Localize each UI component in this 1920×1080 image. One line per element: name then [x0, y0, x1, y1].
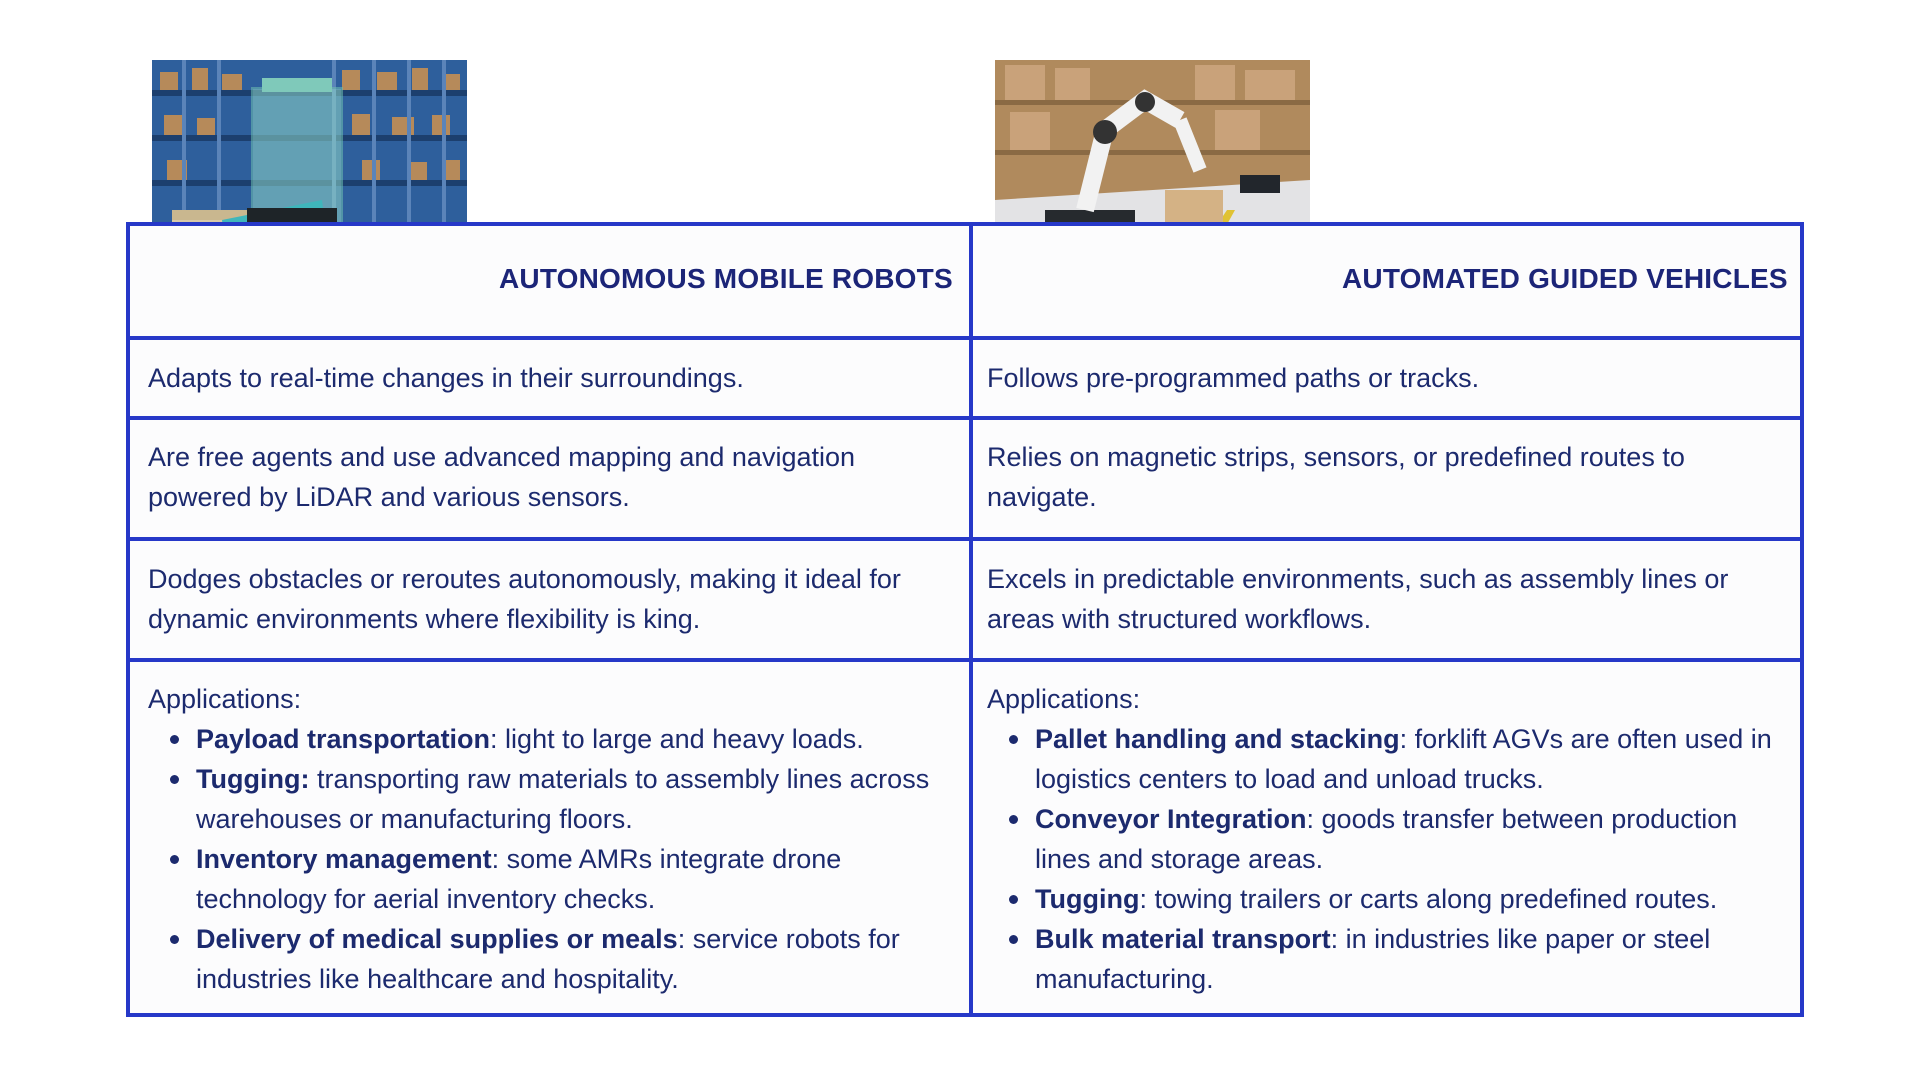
- row-divider: [130, 336, 1800, 340]
- amr-row-1: Adapts to real-time changes in their surroundings.: [148, 363, 744, 393]
- list-item: [1035, 799, 1797, 879]
- amr-applications-label: Applications:: [148, 684, 302, 714]
- comparison-table: [126, 222, 1804, 1017]
- app-desc: : service robots for industries like healthcare and hospitality.: [196, 924, 900, 994]
- app-term: Pallet handling and stacking: [1035, 724, 1400, 754]
- agv-row-2: Relies on magnetic strips, sensors, or predefined routes to navigate.: [987, 442, 1685, 512]
- app-term: Tugging:: [196, 764, 310, 794]
- agv-applications: [987, 679, 1797, 999]
- app-desc: : in industries like paper or steel manufacturing.: [1035, 924, 1711, 994]
- app-term: Conveyor Integration: [1035, 804, 1307, 834]
- app-term: Delivery of medical supplies or meals: [196, 924, 678, 954]
- agv-row-1: Follows pre-programmed paths or tracks.: [987, 363, 1480, 393]
- list-item: [196, 759, 958, 839]
- column-divider: [969, 226, 973, 1013]
- list-item: [1035, 719, 1797, 799]
- app-term: Payload transportation: [196, 724, 491, 754]
- list-item: [1035, 879, 1797, 919]
- amr-row-2: Are free agents and use advanced mapping and navigation powered by LiDAR and various sensors.: [148, 442, 856, 512]
- list-item: [1035, 919, 1797, 999]
- app-term: Bulk material transport: [1035, 924, 1331, 954]
- agv-column-title: AUTOMATED GUIDED VEHICLES: [1342, 263, 1788, 294]
- list-item: [196, 919, 958, 999]
- amr-column-title: AUTONOMOUS MOBILE ROBOTS: [499, 263, 953, 294]
- agv-row-3: Excels in predictable environments, such as assembly lines or areas with structured workflows.: [987, 564, 1729, 634]
- app-desc: transporting raw materials to assembly lines across warehouses or manufacturing floors.: [196, 764, 930, 834]
- app-term: Tugging: [1035, 884, 1140, 914]
- row-divider: [130, 537, 1800, 541]
- app-desc: : towing trailers or carts along predefined routes.: [1139, 884, 1718, 914]
- row-divider: [130, 416, 1800, 420]
- app-desc: : some AMRs integrate drone technology for aerial inventory checks.: [196, 844, 842, 914]
- amr-applications: [148, 679, 958, 999]
- row-divider: [130, 658, 1800, 662]
- app-desc: : forklift AGVs are often used in logistics centers to load and unload trucks.: [1035, 724, 1772, 794]
- agv-applications-label: Applications:: [987, 684, 1141, 714]
- list-item: [196, 719, 958, 759]
- app-desc: : goods transfer between production lines and storage areas.: [1035, 804, 1738, 874]
- app-term: Inventory management: [196, 844, 492, 874]
- amr-row-3: Dodges obstacles or reroutes autonomously, making it ideal for dynamic environments where flexibility is king.: [148, 564, 901, 634]
- app-desc: : light to large and heavy loads.: [490, 724, 864, 754]
- list-item: [196, 839, 958, 919]
